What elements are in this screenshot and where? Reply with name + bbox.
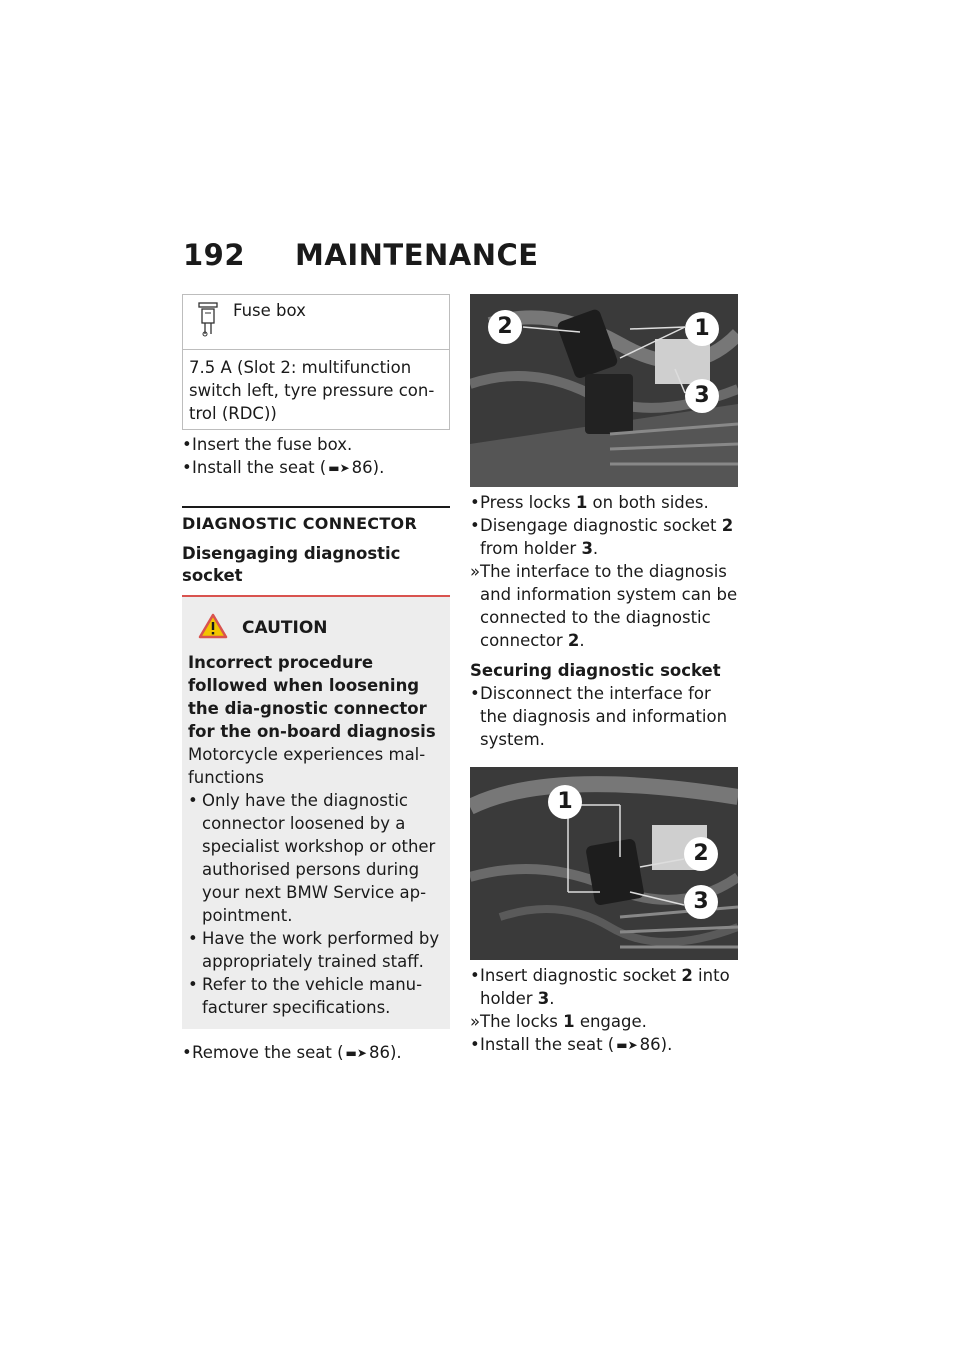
list-item: • Install the seat ( ▬➤ 86). [470, 1033, 740, 1057]
diagnostic-connector-photo-1 [470, 294, 738, 487]
left-column [182, 294, 450, 1065]
list-item: • Only have the diagnostic connector loosened by a specialist workshop or other authorised persons during your next BMW Service ap-pointment. [188, 791, 436, 925]
reference-arrow-icon: ▬➤ [616, 1038, 638, 1052]
list-item: • Remove the seat ( ▬➤ 86). [182, 1041, 450, 1065]
right-column [470, 294, 740, 1057]
page-reference[interactable]: 86 [351, 458, 373, 477]
list-item: • Refer to the vehicle manu-facturer specifications. [188, 975, 423, 1017]
list-item: • Have the work performed by appropriately trained staff. [188, 929, 440, 971]
subsection-title: Securing diagnostic socket [470, 661, 721, 680]
caution-box [182, 595, 450, 1029]
reference-arrow-icon: ▬➤ [328, 461, 350, 475]
page-header [183, 238, 539, 272]
list-item: • Disconnect the interface for the diagnosis and information system. [470, 684, 728, 749]
callout-label: 3 [685, 379, 719, 413]
list-item: • Install the seat ( ▬➤ 86). [182, 456, 450, 480]
section-title: DIAGNOSTIC CONNECTOR [182, 506, 450, 533]
steps-list [470, 491, 740, 652]
callout-label: 1 [548, 785, 582, 819]
caution-title: CAUTION [242, 618, 328, 638]
callout-label: 2 [684, 837, 718, 871]
callout-label: 2 [488, 310, 522, 344]
page-title: MAINTENANCE [295, 238, 539, 272]
callout-label: 1 [685, 312, 719, 346]
steps-list [182, 433, 450, 480]
list-item: • Press locks 1 on both sides. [470, 493, 709, 512]
fuse-box-table [182, 294, 450, 430]
fuse-box-header [183, 295, 449, 350]
list-item: • Insert diagnostic socket 2 into holder 3. [470, 966, 730, 1008]
page-reference[interactable]: 86 [368, 1043, 390, 1062]
list-item: » The locks 1 engage. [470, 1012, 647, 1031]
fuse-icon [197, 301, 219, 341]
warning-icon [198, 613, 228, 643]
steps-list [470, 682, 740, 751]
caution-consequence: Motorcycle experiences mal-functions [188, 745, 426, 787]
reference-arrow-icon: ▬➤ [345, 1046, 367, 1060]
steps-list [470, 964, 740, 1057]
list-item: • Insert the fuse box. [182, 435, 353, 454]
page-number: 192 [183, 238, 246, 272]
caution-list [188, 789, 444, 1019]
diagnostic-connector-photo-2 [470, 767, 738, 960]
fuse-box-label: Fuse box [233, 301, 306, 320]
subsection-title: Disengaging diagnostic socket [182, 544, 401, 585]
list-item: » The interface to the diagnosis and information system can be connected to the diagnostic connector 2. [470, 562, 738, 650]
page-reference[interactable]: 86 [639, 1035, 661, 1054]
callout-label: 3 [684, 885, 718, 919]
steps-list [182, 1041, 450, 1065]
caution-header [188, 613, 444, 643]
list-item: • Disengage diagnostic socket 2 from holder 3. [470, 516, 734, 558]
fuse-box-text: 7.5 A (Slot 2: multifunction switch left, tyre pressure con-trol (RDC)) [189, 358, 435, 423]
caution-description: Incorrect procedure followed when loosening the dia-gnostic connector for the on-board diagnosis [188, 653, 436, 741]
